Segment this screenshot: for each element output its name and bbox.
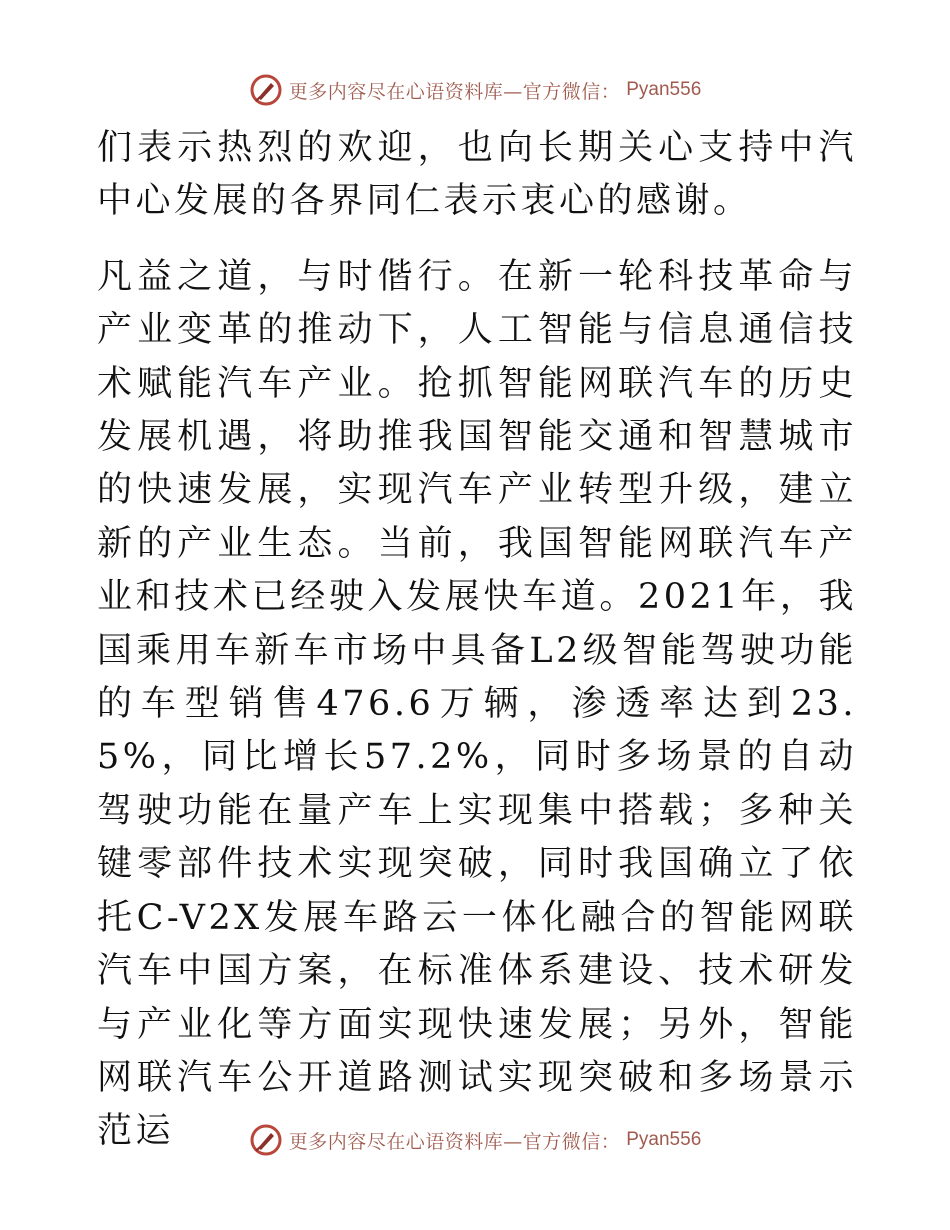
header-banner-text: 更多内容尽在心语资料库—官方微信： <box>288 80 621 103</box>
header-watermark-banner <box>0 70 950 110</box>
paragraph-1: 们表示热烈的欢迎，也向长期关心支持中汽中心发展的各界同仁表示衷心的感谢。 <box>97 128 857 222</box>
footer-banner-wechat-id: Pyan556 <box>626 1129 702 1150</box>
paragraph-2: 凡益之道，与时偕行。在新一轮科技革命与产业变革的推动下，人工智能与信息通信技术赋能汽车产业。抢抓智能网联汽车的历史发展机遇，将助推我国智能交通和智慧城市的快速发展，实现汽车产业转型升级，建立新的产业生态。当前，我国智能网联汽车产业和技术已经驶入发展快车道。2021年，我国乘用车新车市场中具备L2级智能驾驶功能的车型销售476.6万辆，渗透率达到23.5%，同比增长57.2%，同时多场景的自动驾驶功能在量产车上实现集中搭载；多种关键零部件技术实现突破，同时我国确立了依托C-V2X发展车路云一体化融合的智能网联汽车中国方案，在标准体系建设、技术研发与产业化等方面实现快速发展；另外，智能网联汽车公开道路测试实现突破和多场景示范运 <box>97 256 857 1152</box>
document-body <box>97 122 857 1159</box>
footer-watermark-banner <box>0 1120 950 1160</box>
quill-logo-icon <box>249 73 283 107</box>
footer-banner-text: 更多内容尽在心语资料库—官方微信： <box>288 1130 621 1153</box>
header-banner-wechat-id: Pyan556 <box>626 79 702 100</box>
quill-logo-icon <box>249 1123 283 1157</box>
